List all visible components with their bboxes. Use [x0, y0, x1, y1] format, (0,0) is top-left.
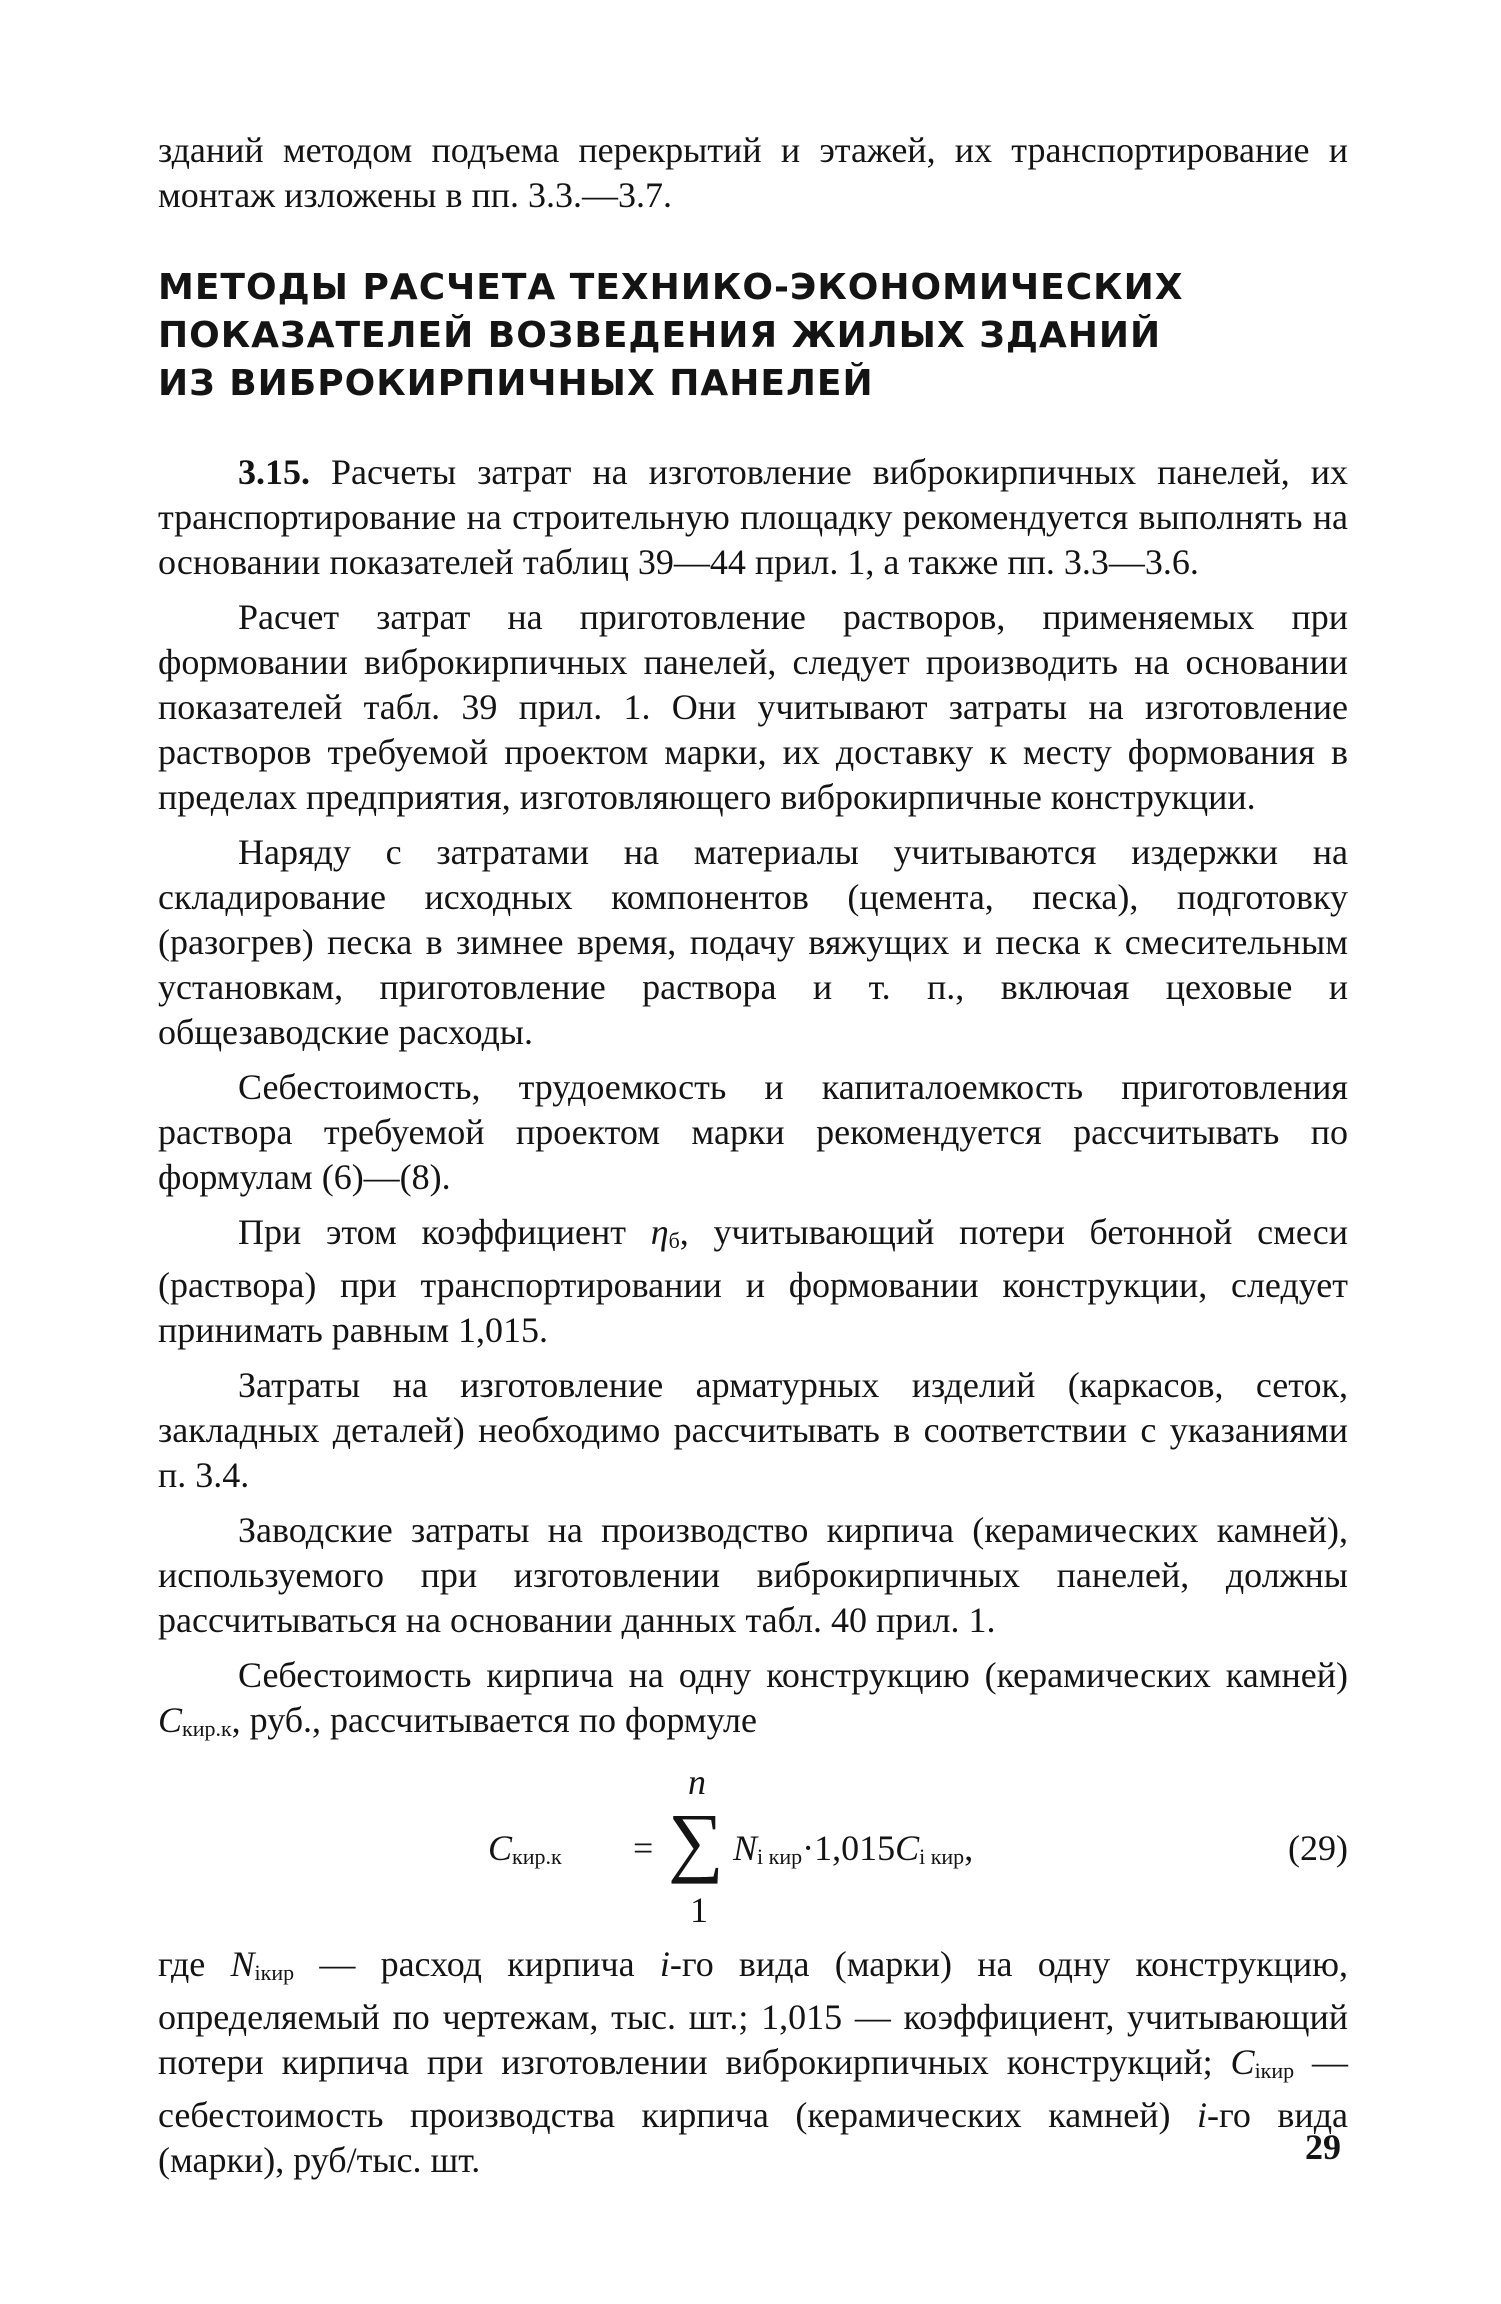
text-fragment: — себестоимость производства кирпича (керамических камней): [158, 2042, 1348, 2135]
formula-ci-subscript: i кир: [919, 1844, 965, 1869]
heading-line-1: МЕТОДЫ РАСЧЕТА ТЕХНИКО-ЭКОНОМИЧЕСКИХ: [158, 267, 1184, 308]
eta-symbol: η: [650, 1212, 669, 1252]
sum-lower-limit: 1: [690, 1890, 708, 1930]
text-fragment: где: [158, 1944, 231, 1984]
paragraph-where: [158, 1942, 1348, 2183]
section-heading: [158, 264, 1348, 408]
paragraph-coefficient: [158, 1210, 1348, 1353]
text-fragment: При этом коэффициент: [238, 1212, 651, 1252]
i-symbol: i: [1197, 2095, 1208, 2135]
paragraph-mortar: Расчет затрат на приготовление растворов, применяемых при формовании виброкирпичных панелей, следует производить на основании показателей табл. 39 прил. 1. Они учитывают затраты на изготовление растворов требуемой проектом марки, их доставку к месту формования в пределах предприятия, изготовляющего виброкирпичные конструкции.: [158, 597, 1348, 817]
cost-symbol: C: [158, 1700, 183, 1740]
text-fragment: — расход кирпича: [294, 1944, 660, 1984]
page-body: [158, 128, 1348, 2183]
formula-lhs: [488, 1827, 562, 1870]
sum-symbol: ∑: [668, 1797, 724, 1884]
formula-c-symbol: C: [488, 1828, 513, 1868]
n-subscript: iкир: [254, 1960, 295, 1985]
formula-n-symbol: N: [733, 1828, 758, 1868]
text-fragment: , руб., рассчитывается по формуле: [231, 1700, 757, 1740]
heading-line-2: ПОКАЗАТЕЛЕЙ ВОЗВЕДЕНИЯ ЖИЛЫХ ЗДАНИЙ: [158, 315, 1162, 356]
paragraph-brick-cost: [158, 1653, 1348, 1751]
eta-subscript: б: [668, 1228, 680, 1253]
text-fragment: , учитывающий потери бетонной смеси (раствора) при транспортировании и формовании конструкции, следует принимать равным 1,015.: [158, 1212, 1348, 1350]
paragraph-materials: Наряду с затратами на материалы учитываются издержки на складирование исходных компонентов (цемента, песка), подготовку (разогрев) песка в зимнее время, подачу вяжущих и песка к смесительным установкам, приготовление раствора и т. п., включая цеховые и общезаводские расходы.: [158, 832, 1348, 1052]
formula-comma: ,: [964, 1828, 974, 1868]
formula-n-subscript: i кир: [757, 1844, 803, 1869]
text-fragment: -го вида (марки) на одну конструкцию, определяемый по чертежам, тыс. шт.; 1,015 — коэффициент, учитывающий потери кирпича при изготовлении виброкирпичных конструкций;: [158, 1944, 1348, 2082]
paragraph-3-15: [158, 450, 1348, 585]
cost-subscript: кир.к: [182, 1716, 232, 1741]
clause-number: 3.15.: [238, 452, 310, 492]
i-symbol: i: [659, 1944, 670, 1984]
text-fragment: Себестоимость кирпича на одну конструкцию (керамических камней): [238, 1655, 1348, 1695]
formula-coefficient: ·1,015: [802, 1828, 896, 1868]
paragraph-text: Расчеты затрат на изготовление виброкирпичных панелей, их транспортирование на строительную площадку рекомендуется выполнять на основании показателей таблиц 39—44 прил. 1, а также пп. 3.3—3.6.: [158, 452, 1348, 582]
sum-upper-limit: n: [688, 1762, 706, 1802]
paragraph-reinforcement: Затраты на изготовление арматурных изделий (каркасов, сеток, закладных деталей) необходимо рассчитывать в соответствии с указаниями п. 3.4.: [158, 1365, 1348, 1495]
formula-number: (29): [1288, 1828, 1348, 1868]
formula-rhs: [733, 1827, 973, 1870]
formula-ci-symbol: C: [895, 1828, 920, 1868]
heading-line-3: ИЗ ВИБРОКИРПИЧНЫХ ПАНЕЛЕЙ: [158, 363, 874, 404]
c-subscript: iкир: [1254, 2058, 1295, 2083]
formula-c-subscript: кир.к: [512, 1844, 562, 1869]
paragraph-cost: Себестоимость, трудоемкость и капиталоемкость приготовления раствора требуемой проектом марки рекомендуется рассчитывать по формулам (6)—(8).: [158, 1067, 1348, 1197]
formula-29: [158, 1761, 1348, 1936]
intro-paragraph: зданий методом подъема перекрытий и этажей, их транспортирование и монтаж изложены в пп. 3.3.—3.7.: [158, 130, 1348, 215]
page-number: 29: [1305, 2127, 1341, 2167]
n-symbol: N: [230, 1944, 255, 1984]
paragraph-brick-production: Заводские затраты на производство кирпича (керамических камней), используемого при изготовлении виброкирпичных панелей, должны рассчитываться на основании данных табл. 40 прил. 1.: [158, 1510, 1348, 1640]
c-symbol: C: [1230, 2042, 1255, 2082]
text-fragment: -го вида (марки), руб/тыс. шт.: [158, 2095, 1348, 2180]
formula-equals: =: [633, 1828, 654, 1868]
